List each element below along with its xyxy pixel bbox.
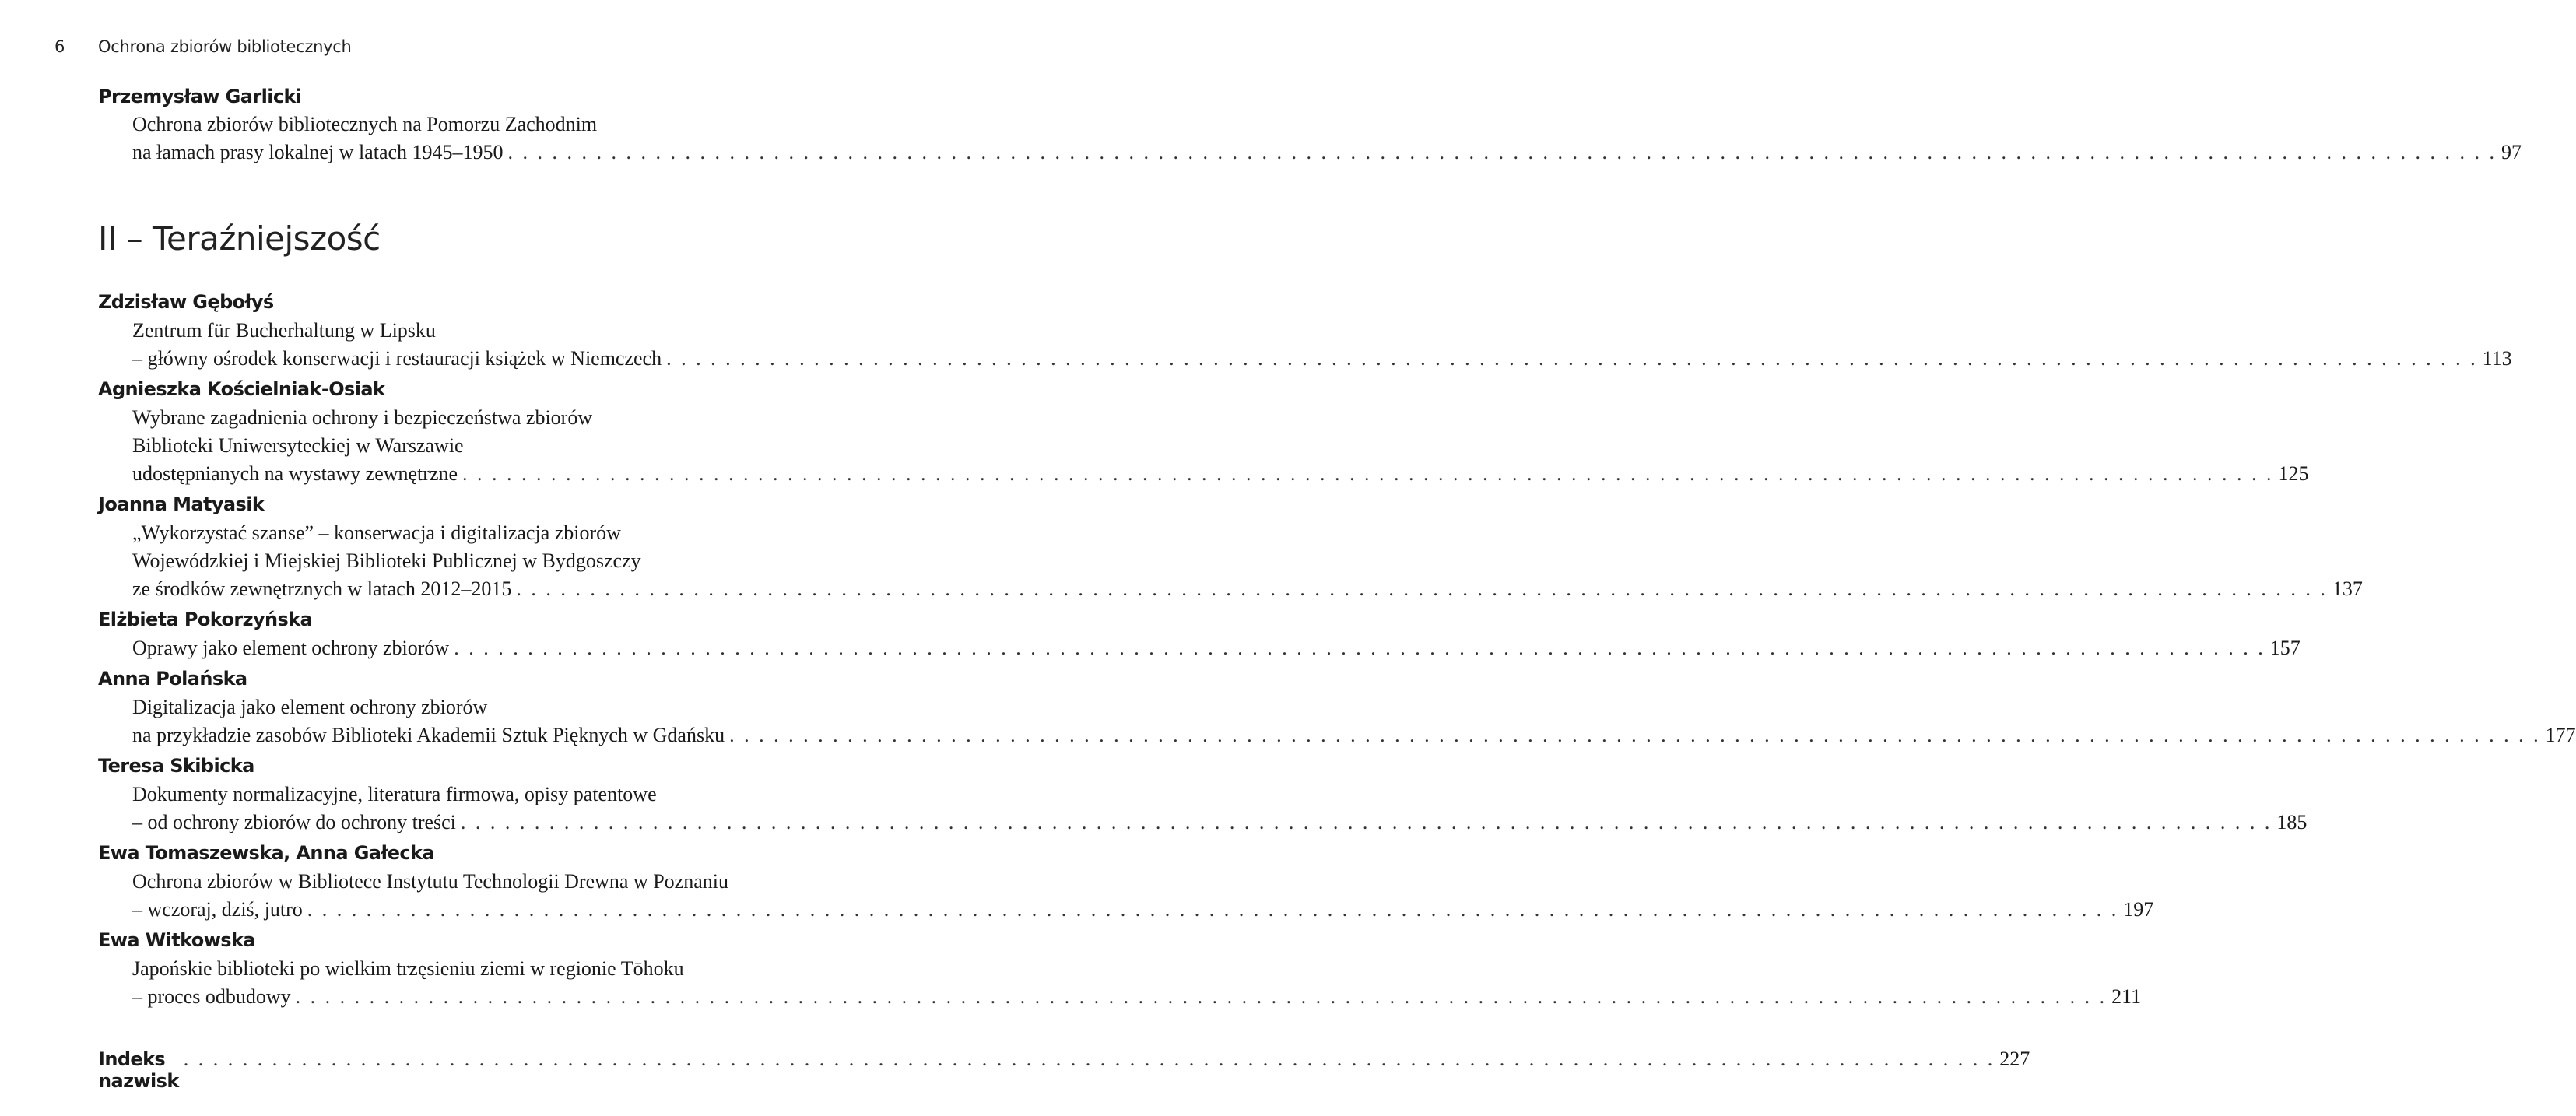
page-number: 6 <box>54 37 65 56</box>
toc-entry-last-line[interactable] <box>132 139 2522 167</box>
toc-title-line: Dokumenty normalizacyjne, literatura firmowa, opisy patentowe <box>132 783 657 805</box>
toc-title-line: – główny ośrodek konserwacji i restauracji książek w Niemczech <box>132 347 662 370</box>
toc-entry-last-line[interactable] <box>132 345 2512 373</box>
section-title: II – Teraźniejszość <box>98 219 381 258</box>
running-title: Ochrona zbiorów bibliotecznych <box>98 37 352 56</box>
dot-leader: . . . . . . . . . . . . . . . . . . . . . . . . . . . . . . . . . . . . . . . . . . . . . . . . . . . . . . . . . . . . . . . . . . . . . . . . . . . . . . . . . . . . . . . . . . . . . . . . . . . . . . . . . . . . . . . . . . . . . . . . . . . <box>460 811 2272 833</box>
toc-title-line: na przykładzie zasobów Biblioteki Akademii Sztuk Pięknych w Gdańsku <box>132 724 725 746</box>
toc-title-line: Ochrona zbiorów w Bibliotece Instytutu Technologii Drewna w Poznaniu <box>132 870 728 893</box>
toc-page-number: 177 <box>2545 724 2576 746</box>
toc-entry-last-line[interactable] <box>132 575 2363 603</box>
toc-author: Anna Polańska <box>98 668 247 690</box>
toc-author: Ewa Tomaszewska, Anna Gałecka <box>98 842 434 864</box>
toc-page-number: 113 <box>2482 347 2512 370</box>
toc-author: Agnieszka Kościelniak-Osiak <box>98 378 385 400</box>
toc-entry-last-line[interactable] <box>132 983 2142 1011</box>
toc-entry-last-line[interactable] <box>132 896 2154 924</box>
toc-page-number: 197 <box>2123 898 2154 921</box>
toc-page-number: 211 <box>2111 985 2142 1008</box>
dot-leader: . . . . . . . . . . . . . . . . . . . . . . . . . . . . . . . . . . . . . . . . . . . . . . . . . . . . . . . . . . . . . . . . . . . . . . . . . . . . . . . . . . . . . . . . . . . . . . . . . . . . . . . . . . . . . . . . . . . . . . . . . . . <box>295 985 2107 1008</box>
toc-entry-last-line[interactable] <box>132 460 2309 488</box>
toc-entry-last-line[interactable] <box>132 721 2576 749</box>
toc-title-line: udostępnianych na wystawy zewnętrzne <box>132 462 458 485</box>
dot-leader: . . . . . . . . . . . . . . . . . . . . . . . . . . . . . . . . . . . . . . . . . . . . . . . . . . . . . . . . . . . . . . . . . . . . . . . . . . . . . . . . . . . . . . . . . . . . . . . . . . . . . . . . . . . . . . . . . . . . . . . . . . . <box>666 347 2478 370</box>
toc-page-number: 185 <box>2276 811 2308 833</box>
toc-title-line: – proces odbudowy <box>132 985 291 1008</box>
toc-author: Joanna Matyasik <box>98 493 265 515</box>
toc-index-entry[interactable] <box>98 1048 2030 1092</box>
toc-title-line: Digitalizacja jako element ochrony zbiorów <box>132 696 488 718</box>
dot-leader: . . . . . . . . . . . . . . . . . . . . . . . . . . . . . . . . . . . . . . . . . . . . . . . . . . . . . . . . . . . . . . . . . . . . . . . . . . . . . . . . . . . . . . . . . . . . . . . . . . . . . . . . . . . . . . . . . . . . . . . . . . . <box>516 577 2328 600</box>
toc-author: Zdzisław Gębołyś <box>98 291 274 313</box>
toc-page-number: 157 <box>2269 637 2301 659</box>
toc-title-line: „Wykorzystać szanse” – konserwacja i digitalizacja zbiorów <box>132 521 621 544</box>
toc-page-number: 97 <box>2501 141 2522 163</box>
toc-title-line: Oprawy jako element ochrony zbiorów <box>132 637 450 659</box>
toc-page-number: 125 <box>2278 462 2309 485</box>
dot-leader: . . . . . . . . . . . . . . . . . . . . . . . . . . . . . . . . . . . . . . . . . . . . . . . . . . . . . . . . . . . . . . . . . . . . . . . . . . . . . . . . . . . . . . . . . . . . . . . . . . . . . . . . . . . . . . . . . . . . . . . . . . . <box>307 898 2119 921</box>
dot-leader: . . . . . . . . . . . . . . . . . . . . . . . . . . . . . . . . . . . . . . . . . . . . . . . . . . . . . . . . . . . . . . . . . . . . . . . . . . . . . . . . . . . . . . . . . . . . . . . . . . . . . . . . . . . . . . . . . . . . . . . . . . . <box>454 637 2265 659</box>
toc-author: Teresa Skibicka <box>98 755 254 777</box>
toc-page-number: 137 <box>2332 577 2363 600</box>
toc-entry-last-line[interactable] <box>132 809 2308 837</box>
dot-leader: . . . . . . . . . . . . . . . . . . . . . . . . . . . . . . . . . . . . . . . . . . . . . . . . . . . . . . . . . . . . . . . . . . . . . . . . . . . . . . . . . . . . . . . . . . . . . . . . . . . . . . . . . . . . . . . . . . . . . . . . . . . <box>183 1048 1995 1070</box>
toc-title-line: Wojewódzkiej i Miejskiej Biblioteki Publicznej w Bydgoszczy <box>132 549 641 572</box>
dot-leader: . . . . . . . . . . . . . . . . . . . . . . . . . . . . . . . . . . . . . . . . . . . . . . . . . . . . . . . . . . . . . . . . . . . . . . . . . . . . . . . . . . . . . . . . . . . . . . . . . . . . . . . . . . . . . . . . . . . . . . . . . . . <box>729 724 2541 746</box>
toc-title-line: – wczoraj, dziś, jutro <box>132 898 303 921</box>
dot-leader: . . . . . . . . . . . . . . . . . . . . . . . . . . . . . . . . . . . . . . . . . . . . . . . . . . . . . . . . . . . . . . . . . . . . . . . . . . . . . . . . . . . . . . . . . . . . . . . . . . . . . . . . . . . . . . . . . . . . . . . . . . . . . . . . . . . . . . . <box>507 141 2497 163</box>
toc-title-line: Wybrane zagadnienia ochrony i bezpieczeństwa zbiorów <box>132 406 593 429</box>
toc-page-number: 227 <box>1999 1048 2030 1070</box>
toc-title-line: Zentrum für Bucherhaltung w Lipsku <box>132 319 436 342</box>
toc-title-line: Biblioteki Uniwersyteckiej w Warszawie <box>132 434 464 457</box>
dot-leader: . . . . . . . . . . . . . . . . . . . . . . . . . . . . . . . . . . . . . . . . . . . . . . . . . . . . . . . . . . . . . . . . . . . . . . . . . . . . . . . . . . . . . . . . . . . . . . . . . . . . . . . . . . . . . . . . . . . . . . . . . . . <box>462 462 2274 485</box>
toc-title-line: Japońskie biblioteki po wielkim trzęsieniu ziemi w regionie Tōhoku <box>132 957 684 980</box>
toc-title-line: – od ochrony zbiorów do ochrony treści <box>132 811 456 833</box>
toc-title-line: Ochrona zbiorów bibliotecznych na Pomorzu Zachodnim <box>132 113 598 135</box>
toc-entry-last-line[interactable] <box>132 634 2301 662</box>
toc-title-line: ze środków zewnętrznych w latach 2012–2015 <box>132 577 512 600</box>
index-label: Indeks nazwisk <box>98 1048 179 1092</box>
toc-author: Elżbieta Pokorzyńska <box>98 609 313 630</box>
toc-author: Ewa Witkowska <box>98 929 255 951</box>
running-header <box>54 37 352 56</box>
toc-author: Przemysław Garlicki <box>98 86 302 107</box>
toc-title-line: na łamach prasy lokalnej w latach 1945–1950 <box>132 141 504 163</box>
